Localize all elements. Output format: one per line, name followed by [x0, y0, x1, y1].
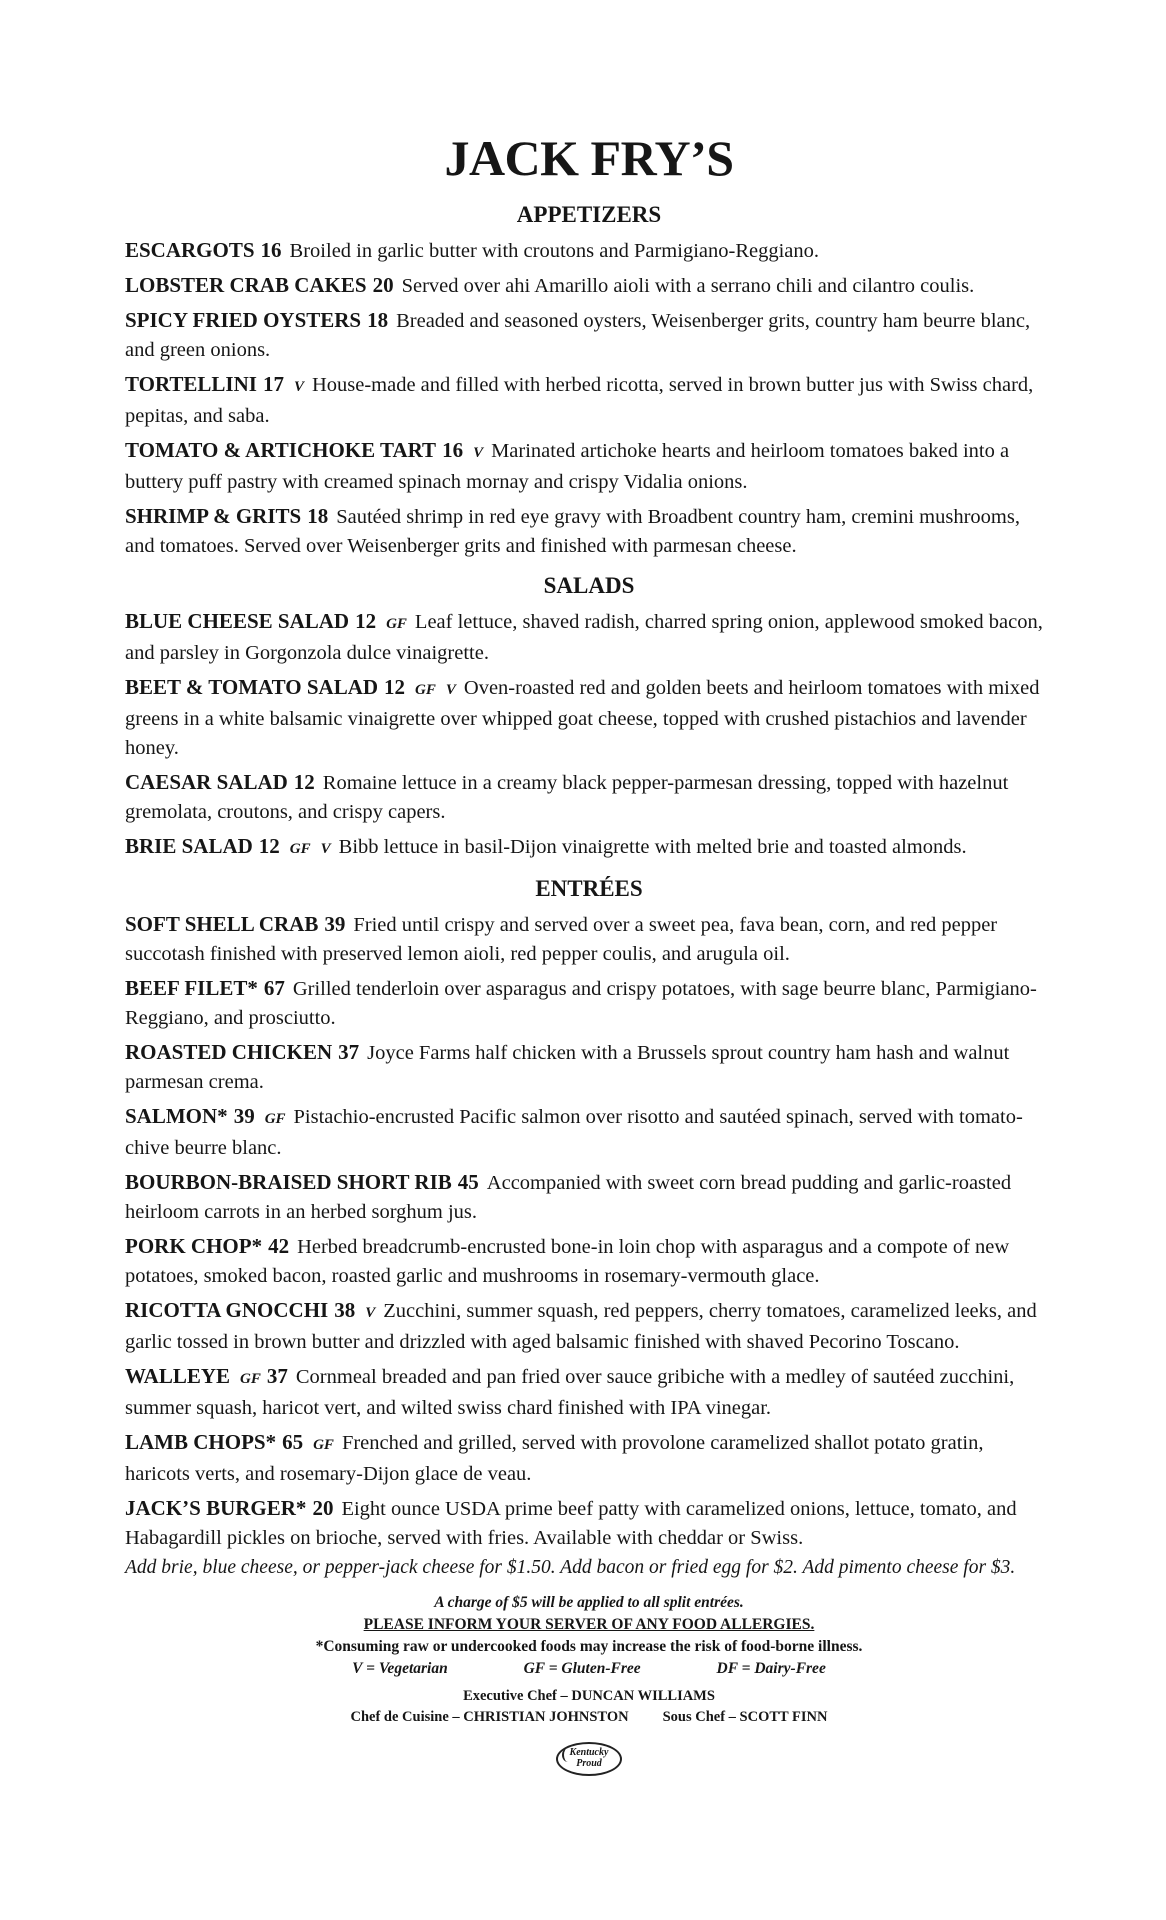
menu-item [125, 1362, 1053, 1423]
logo-wrap [125, 1742, 1053, 1776]
item-description: Sautéed shrimp in red eye gravy with Broadbent country ham, cremini mushrooms, and tomatoes. Served over Weisenberger grits and finished with parmesan cheese. [125, 506, 1020, 557]
dietary-tag: V [293, 379, 304, 395]
menu-item [125, 768, 1053, 827]
item-name: LOBSTER CRAB CAKES [125, 273, 367, 297]
item-price: 65 [282, 1430, 304, 1454]
split-charge-note: A charge of $5 will be applied to all split entrées. [434, 1594, 744, 1611]
item-name: BEET & TOMATO SALAD [125, 675, 379, 699]
item-description: Marinated artichoke hearts and heirloom tomatoes baked into a buttery puff pastry with creamed spinach mornay and crispy Vidalia onions. [125, 440, 1010, 493]
item-name: BOURBON-BRAISED SHORT RIB [125, 1170, 452, 1194]
item-price: 45 [457, 1170, 479, 1194]
menu-item [125, 1232, 1053, 1291]
menu-item [125, 1102, 1053, 1163]
item-price: 39 [324, 912, 346, 936]
logo-line-2: Proud [576, 1758, 602, 1769]
menu-sections [125, 200, 1053, 1582]
section-title: SALADS [543, 573, 635, 598]
item-price: 18 [367, 308, 389, 332]
item-dietary-tags [303, 1432, 334, 1454]
item-name: CAESAR SALAD [125, 770, 288, 794]
item-price: 67 [263, 976, 285, 1000]
item-description: Breaded and seasoned oysters, Weisenberger grits, country ham beurre blanc, and green onions. [125, 310, 1031, 361]
item-description: Pistachio-encrusted Pacific salmon over risotto and sautéed spinach, served with tomato-chive beurre blanc. [125, 1106, 1023, 1159]
dietary-tag: GF [313, 1437, 334, 1453]
item-price: 20 [312, 1496, 334, 1520]
menu-item [125, 1038, 1053, 1097]
item-price: 37 [338, 1040, 360, 1064]
menu-item [125, 1494, 1053, 1553]
menu-item [125, 910, 1053, 969]
item-name: BLUE CHEESE SALAD [125, 609, 350, 633]
item-description: Grilled tenderloin over asparagus and crispy potatoes, with sage beurre blanc, Parmigiano-Reggiano, and prosciutto. [125, 978, 1037, 1029]
item-price: 12 [384, 675, 406, 699]
menu-footer [125, 1592, 1053, 1776]
menu-section [125, 571, 1053, 864]
chef-de-cuisine: Chef de Cuisine – CHRISTIAN JOHNSTON [350, 1709, 629, 1725]
item-description: Joyce Farms half chicken with a Brussels sprout country ham hash and walnut parmesan crema. [125, 1042, 1010, 1093]
dietary-tag: V [445, 682, 456, 698]
menu-item [125, 370, 1053, 431]
menu-section [125, 200, 1053, 561]
item-dietary-tags [355, 1300, 375, 1322]
menu-item [125, 607, 1053, 668]
item-price: 39 [233, 1104, 255, 1128]
item-price: 16 [442, 438, 464, 462]
menu-item [125, 306, 1053, 365]
menu-item [125, 974, 1053, 1033]
menu-item [125, 832, 1053, 864]
menu-item [125, 1296, 1053, 1357]
item-description: Romaine lettuce in a creamy black pepper-parmesan dressing, topped with hazelnut gremolata, croutons, and crispy capers. [125, 772, 1009, 823]
item-name: SHRIMP & GRITS [125, 504, 302, 528]
item-price: 16 [260, 238, 282, 262]
item-dietary-tags [230, 1366, 261, 1388]
section-title: APPETIZERS [516, 202, 662, 227]
item-name: SALMON* [125, 1104, 228, 1128]
item-name: ROASTED CHICKEN [125, 1040, 333, 1064]
kentucky-proud-logo [556, 1742, 622, 1776]
item-price: 12 [293, 770, 315, 794]
item-name: LAMB CHOPS* [125, 1430, 277, 1454]
item-price: 20 [372, 273, 394, 297]
item-name: TOMATO & ARTICHOKE TART [125, 438, 437, 462]
section-title: ENTRÉES [535, 876, 643, 901]
item-description: Zucchini, summer squash, red peppers, cherry tomatoes, caramelized leeks, and garlic tossed in brown butter and drizzled with aged balsamic finished with shaved Pecorino Toscano. [125, 1300, 1037, 1353]
dietary-tag: GF [415, 682, 436, 698]
dietary-tag: GF [289, 841, 311, 857]
logo-swoosh-icon [562, 1748, 574, 1762]
item-price: 12 [258, 834, 280, 858]
dietary-tag: V [320, 841, 331, 857]
item-description: Herbed breadcrumb-encrusted bone-in loin chop with asparagus and a compote of new potatoes, smoked bacon, roasted garlic and mushrooms in rosemary-vermouth glace. [125, 1236, 1010, 1287]
menu-item [125, 236, 1053, 266]
item-name: SOFT SHELL CRAB [125, 912, 319, 936]
sous-chef: Sous Chef – SCOTT FINN [662, 1709, 828, 1725]
item-description: Served over ahi Amarillo aioli with a serrano chili and cilantro coulis. [401, 275, 975, 297]
dietary-tag: V [365, 1305, 376, 1321]
item-name: PORK CHOP* [125, 1234, 263, 1258]
item-name: BRIE SALAD [125, 834, 253, 858]
addon-note: Add brie, blue cheese, or pepper-jack cheese for $1.50. Add bacon or fried egg for $2. Add pimento cheese for $3. [125, 1557, 1016, 1578]
item-dietary-tags [284, 374, 304, 396]
item-description: Frenched and grilled, served with provolone caramelized shallot potato gratin, haricots verts, and rosemary-Dijon glace de veau. [125, 1432, 984, 1485]
item-dietary-tags [376, 611, 407, 633]
item-name: TORTELLINI [125, 372, 257, 396]
menu-section [125, 874, 1053, 1582]
item-dietary-tags [405, 677, 456, 699]
dietary-tag: V [473, 445, 484, 461]
raw-food-warning: *Consuming raw or undercooked foods may increase the risk of food-borne illness. [315, 1638, 863, 1655]
item-description: House-made and filled with herbed ricotta, served in brown butter jus with Swiss chard, pepitas, and saba. [125, 374, 1034, 427]
item-description: Eight ounce USDA prime beef patty with caramelized onions, lettuce, tomato, and Habagardill pickles on brioche, served with fries. Available with cheddar or Swiss. [125, 1498, 1017, 1549]
item-description: Broiled in garlic butter with croutons and Parmigiano-Reggiano. [289, 240, 820, 262]
restaurant-title: JACK FRY’S [444, 130, 734, 186]
item-dietary-tags [463, 440, 483, 462]
menu-item [125, 673, 1053, 763]
item-dietary-tags [280, 836, 331, 858]
item-price: 12 [355, 609, 377, 633]
menu-item [125, 502, 1053, 561]
menu-page [125, 128, 1053, 1776]
chef-credits [125, 1686, 1053, 1728]
item-description: Accompanied with sweet corn bread pudding and garlic-roasted heirloom carrots in an herbed sorghum jus. [125, 1172, 1012, 1223]
item-price: 17 [262, 372, 284, 396]
executive-chef: Executive Chef – DUNCAN WILLIAMS [463, 1688, 715, 1704]
item-price: 37 [266, 1364, 288, 1388]
item-price: 18 [307, 504, 329, 528]
item-description: Fried until crispy and served over a sweet pea, fava bean, corn, and red pepper succotash finished with preserved lemon aioli, red pepper coulis, and arugula oil. [125, 914, 998, 965]
menu-item [125, 1168, 1053, 1227]
legend-vegetarian: V = Vegetarian [352, 1660, 448, 1677]
item-name: BEEF FILET* [125, 976, 258, 1000]
item-description: Cornmeal breaded and pan fried over sauce gribiche with a medley of sautéed zucchini, summer squash, haricot vert, and wilted swiss chard finished with IPA vinegar. [125, 1366, 1015, 1419]
dietary-tag: GF [240, 1371, 261, 1387]
dietary-tag: GF [386, 616, 407, 632]
logo-line-1: Kentucky [569, 1747, 609, 1758]
item-name: WALLEYE [125, 1364, 231, 1388]
dietary-tag: GF [264, 1111, 286, 1127]
item-name: ESCARGOTS [125, 238, 255, 262]
menu-item [125, 436, 1053, 497]
legend-gluten-free: GF = Gluten-Free [523, 1660, 641, 1677]
dietary-legend [125, 1658, 1053, 1680]
item-dietary-tags [255, 1106, 286, 1128]
menu-item [125, 1428, 1053, 1489]
item-price: 38 [334, 1298, 356, 1322]
item-name: SPICY FRIED OYSTERS [125, 308, 362, 332]
item-name: RICOTTA GNOCCHI [125, 1298, 329, 1322]
legend-dairy-free: DF = Dairy-Free [716, 1660, 826, 1677]
item-description: Oven-roasted red and golden beets and heirloom tomatoes with mixed greens in a white balsamic vinaigrette over whipped goat cheese, topped with crushed pistachios and lavender honey. [125, 677, 1040, 759]
item-description: Bibb lettuce in basil-Dijon vinaigrette with melted brie and toasted almonds. [338, 836, 967, 858]
item-price: 42 [268, 1234, 290, 1258]
item-description: Leaf lettuce, shaved radish, charred spring onion, applewood smoked bacon, and parsley in Gorgonzola dulce vinaigrette. [125, 611, 1043, 664]
allergy-notice: PLEASE INFORM YOUR SERVER OF ANY FOOD ALLERGIES. [363, 1616, 815, 1633]
menu-item [125, 271, 1053, 301]
item-name: JACK’S BURGER* [125, 1496, 307, 1520]
